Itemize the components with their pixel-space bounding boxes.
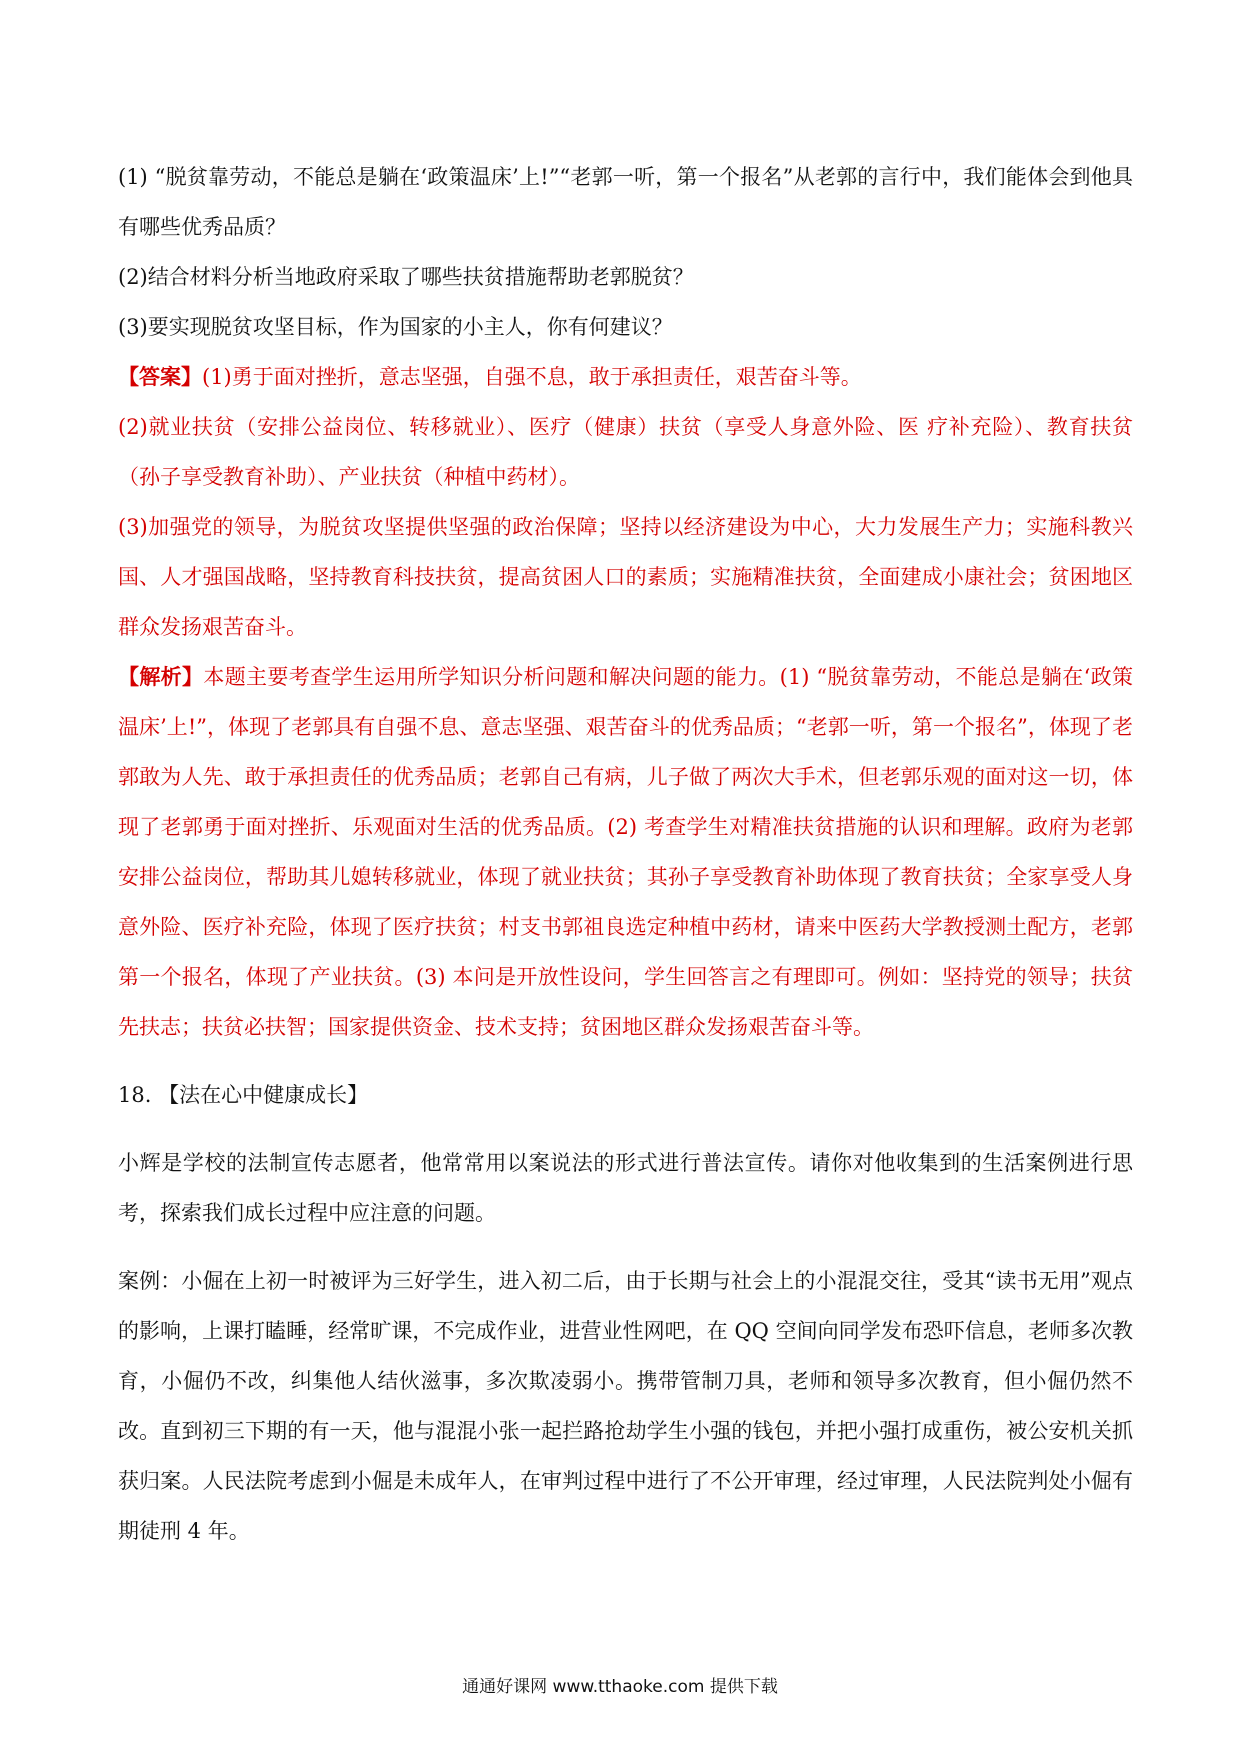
answer-2: (2)就业扶贫（安排公益岗位、转移就业）、医疗（健康）扶贫（享受人身意外险、医 疗补充险）、教育扶贫（孙子享受教育补助）、产业扶贫（种植中药材）。 [118, 415, 1133, 489]
question-2: (2)结合材料分析当地政府采取了哪些扶贫措施帮助老郭脱贫？ [118, 265, 694, 289]
spacer [118, 1238, 1133, 1256]
question-18-case: 案例：小倔在上初一时被评为三好学生，进入初二后，由于长期与社会上的小混混交往，受其“读书无用”观点的影响，上课打瞌睡，经常旷课，不完成作业，进营业性网吧，在 QQ 空间向同学发布恐吓信息，老师多次教育，小倔仍不改，纠集他人结伙滋事，多次欺凌弱小。携带管制刀具，老师和领导多次教育，但小倔仍然不改。直到初三下期的有一天，他与混混小张一起拦路抢劫学生小强的钱包，并把小强打成重伤，被公安机关抓获归案。人民法院考虑到小倔是未成年人，在审判过程中进行了不公开审理，经过审理，人民法院判处小倔有期徒刑 4 年。 [118, 1269, 1133, 1543]
analysis-tag: 【解析】 [118, 664, 204, 689]
answer-1-text: (1)勇于面对挫折，意志坚强，自强不息，敢于承担责任，艰苦奋斗等。 [202, 365, 862, 389]
answer-tag: 【答案】 [118, 364, 202, 389]
analysis [118, 652, 1133, 1052]
question-18-intro: 小辉是学校的法制宣传志愿者，他常常用以案说法的形式进行普法宣传。请你对他收集到的生活案例进行思考，探索我们成长过程中应注意的问题。 [118, 1151, 1133, 1225]
answer-3: (3)加强党的领导，为脱贫攻坚提供坚强的政治保障；坚持以经济建设为中心，大力发展生产力；实施科教兴国、人才强国战略，坚持教育科技扶贫，提高贫困人口的素质；实施精准扶贫，全面建成小康社会；贫困地区群众发扬艰苦奋斗。 [118, 515, 1133, 639]
page-footer: 通通好课网 www.tthaoke.com 提供下载 [462, 1677, 778, 1697]
question-18-heading: 18. 【法在心中健康成长】 [118, 1083, 369, 1107]
answer-1 [118, 352, 1133, 402]
question-1: (1) “脱贫靠劳动，不能总是躺在‘政策温床’上!”“老郭一听，第一个报名”从老郭的言行中，我们能体会到他具有哪些优秀品质？ [118, 165, 1133, 239]
question-3: (3)要实现脱贫攻坚目标，作为国家的小主人，你有何建议？ [118, 315, 673, 339]
page-content [118, 152, 1133, 1556]
analysis-text: 本题主要考查学生运用所学知识分析问题和解决问题的能力。(1) “脱贫靠劳动，不能总是躺在‘政策温床’上!”，体现了老郭具有自强不息、意志坚强、艰苦奋斗的优秀品质；“老郭一听，第一个报名”，体现了老郭敢为人先、敢于承担责任的优秀品质；老郭自己有病，儿子做了两次大手术，但老郭乐观的面对这一切，体现了老郭勇于面对挫折、乐观面对生活的优秀品质。(2) 考查学生对精准扶贫措施的认识和理解。政府为老郭安排公益岗位，帮助其儿媳转移就业，体现了就业扶贫；其孙子享受教育补助体现了教育扶贫；全家享受人身意外险、医疗补充险，体现了医疗扶贫；村支书郭祖良选定种植中药材，请来中医药大学教授测土配方，老郭第一个报名，体现了产业扶贫。(3) 本问是开放性设问，学生回答言之有理即可。例如：坚持党的领导；扶贫先扶志；扶贫必扶智；国家提供资金、技术支持；贫困地区群众发扬艰苦奋斗等。 [118, 665, 1133, 1039]
spacer [118, 1052, 1133, 1070]
spacer [118, 1120, 1133, 1138]
